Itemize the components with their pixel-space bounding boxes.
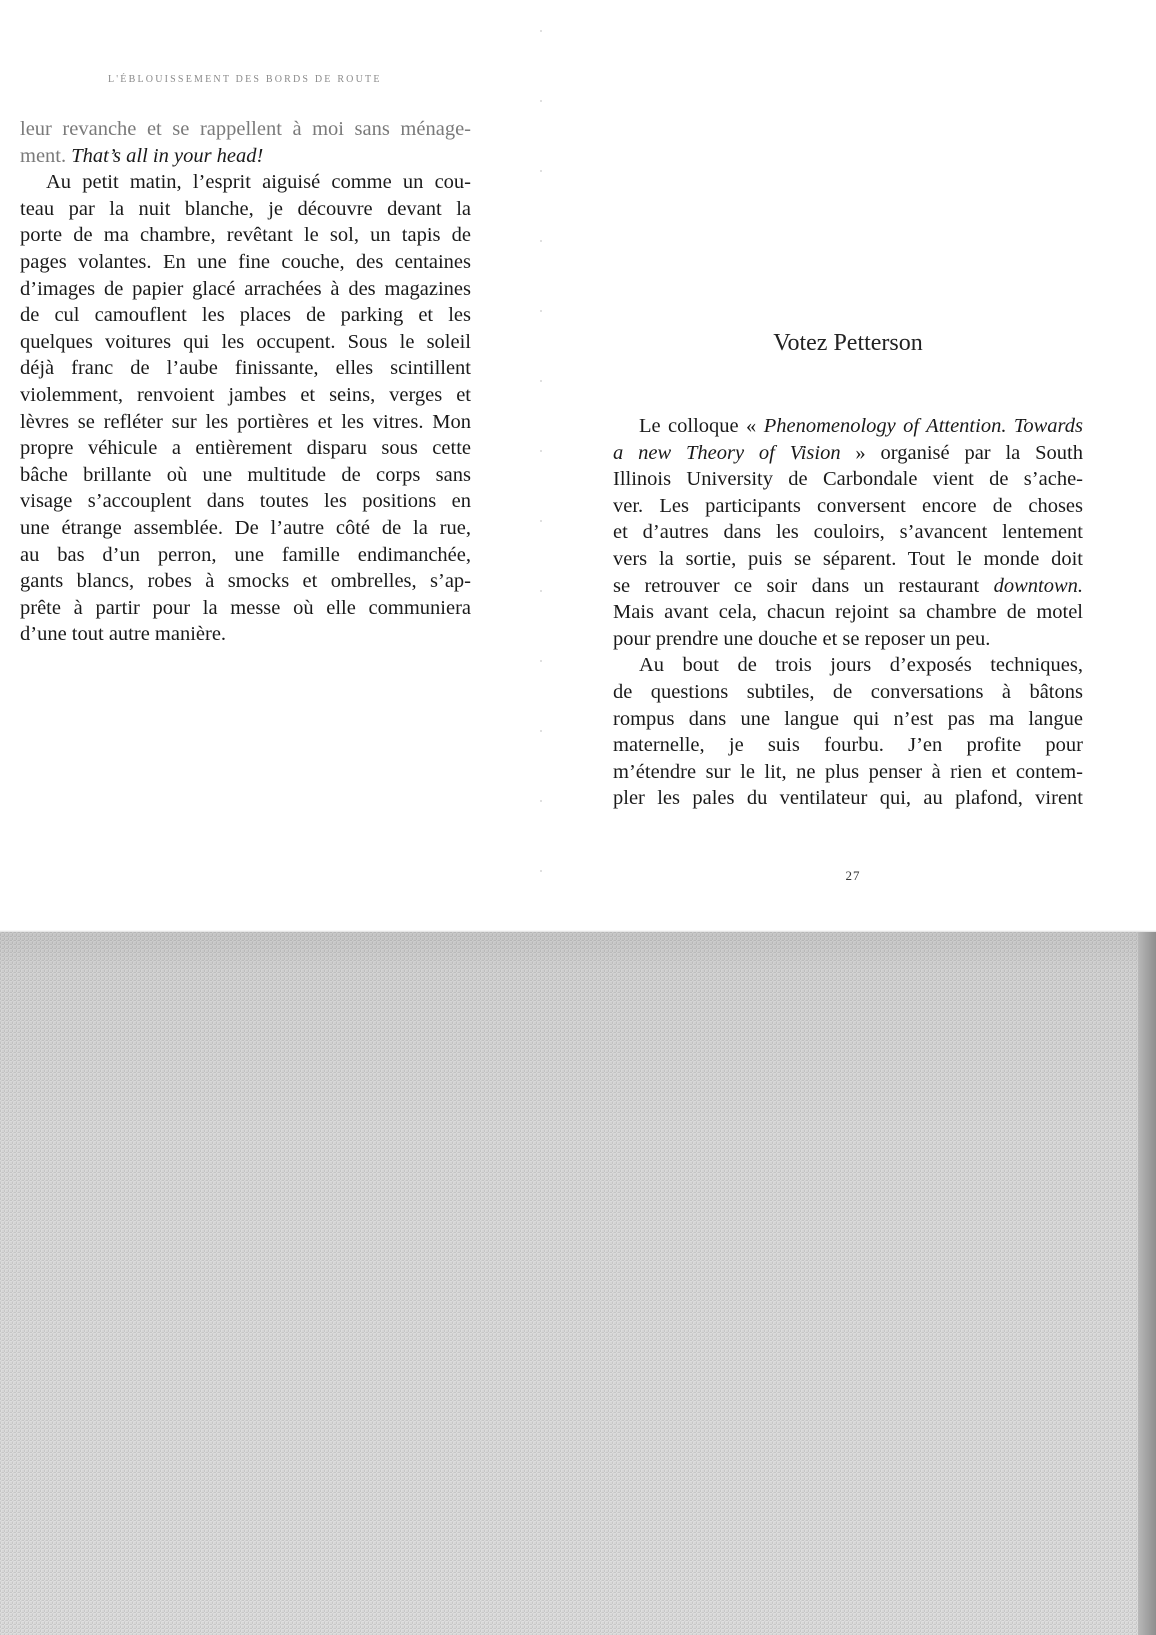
text-line: violemment, renvoient jambes et seins, verges et <box>20 383 471 406</box>
text-line: Mais avant cela, chacun rejoint sa chambre de motel <box>613 601 1083 624</box>
right-page-text <box>613 413 1083 812</box>
text-line: teau par la nuit blanche, je découvre devant la <box>20 197 471 220</box>
text-line: m’étendre sur le lit, ne plus penser à rien et contem- <box>613 760 1083 783</box>
text-line <box>613 440 1083 467</box>
text-fragment: ment. <box>20 144 72 167</box>
text-line: d’images de papier glacé arrachées à des magazines <box>20 277 471 300</box>
text-fragment: » organisé par la South <box>840 441 1083 464</box>
scanner-background <box>0 932 1156 1635</box>
text-line: pour prendre une douche et se reposer un peu. <box>613 627 991 650</box>
text-fragment: Le colloque « <box>639 415 764 437</box>
text-line: au bas d’un perron, une famille endimanchée, <box>20 543 471 566</box>
text-line: rompus dans une langue qui n’est pas ma langue <box>613 707 1083 730</box>
text-line: prête à partir pour la messe où elle communiera <box>20 596 471 619</box>
text-line: vers la sortie, puis se séparent. Tout le monde doit <box>613 547 1083 570</box>
scanner-side-edge <box>1138 932 1156 1635</box>
text-line: maternelle, je suis fourbu. J’en profite pour <box>613 734 1083 757</box>
page-number: 27 <box>845 868 861 883</box>
italic-title: a new Theory of Vision <box>613 441 841 464</box>
text-line: porte de ma chambre, revêtant le sol, un tapis de <box>20 224 471 247</box>
text-line <box>613 413 1083 440</box>
text-line: lèvres se refléter sur les portières et les vitres. Mon <box>20 410 471 433</box>
text-line: et d’autres dans les couloirs, s’avancent lentement <box>613 521 1083 544</box>
text-line: gants blancs, robes à smocks et ombrelles, s’ap- <box>20 570 471 593</box>
text-line: leur revanche et se rappellent à moi sans ménage- <box>20 118 471 140</box>
text-fragment: se retrouver ce soir dans un restaurant <box>613 574 994 597</box>
italic-title: Phenomenology of Attention. Towards <box>763 415 1083 437</box>
text-line: Illinois University de Carbondale vient de s’ache- <box>613 468 1083 491</box>
text-line: pages volantes. En une fine couche, des centaines <box>20 250 471 273</box>
text-line: visage s’accouplent dans toutes les positions en <box>20 490 471 513</box>
text-line: Au petit matin, l’esprit aiguisé comme un cou- <box>46 171 471 194</box>
running-head: L'ÉBLOUISSEMENT DES BORDS DE ROUTE <box>108 74 382 85</box>
text-line <box>613 573 1083 600</box>
text-line: pler les pales du ventilateur qui, au plafond, virent <box>613 787 1083 810</box>
text-line: Au bout de trois jours d’exposés techniques, <box>639 654 1083 677</box>
text-line: de cul camouflent les places de parking et les <box>20 304 471 327</box>
text-line: propre véhicule a entièrement disparu sous cette <box>20 437 471 460</box>
text-line: de questions subtiles, de conversations à bâtons <box>613 680 1083 703</box>
text-line: ver. Les participants conversent encore de choses <box>613 494 1083 517</box>
chapter-title: Votez Petterson <box>773 330 923 356</box>
italic-word: downtown. <box>993 574 1083 597</box>
text-line: d’une tout autre manière. <box>20 623 227 646</box>
text-line: bâche brillante où une multitude de corps sans <box>20 463 471 486</box>
text-line: quelques voitures qui les occupent. Sous le soleil <box>20 330 471 353</box>
left-page-text <box>20 116 471 648</box>
text-line <box>20 143 471 170</box>
page-gutter <box>540 0 542 932</box>
text-line: une étrange assemblée. De l’autre côté de la rue, <box>20 516 471 539</box>
italic-phrase: That’s all in your head! <box>71 144 264 167</box>
text-line: déjà franc de l’aube finissante, elles scintillent <box>20 357 471 380</box>
